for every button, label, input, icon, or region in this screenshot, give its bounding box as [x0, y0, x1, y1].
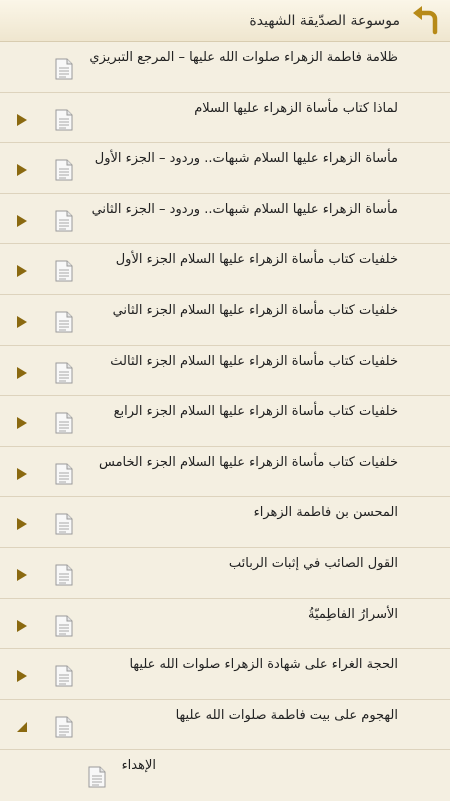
expand-arrow-icon[interactable] — [16, 162, 28, 176]
list-item-label: المحسن بن فاطمة الزهراء — [253, 505, 398, 521]
list-item-label: ظلامة فاطمة الزهراء صلوات الله عليها – المرجع التبريزي — [89, 50, 398, 65]
expand-arrow-icon[interactable] — [16, 618, 28, 632]
expand-arrow-icon[interactable] — [16, 567, 28, 581]
expand-arrow-icon[interactable] — [16, 466, 28, 480]
list-item-label: لماذا كتاب مأساة الزهراء عليها السلام — [194, 100, 398, 116]
expand-arrow-icon[interactable] — [16, 263, 28, 277]
app-header — [0, 0, 450, 42]
list-item[interactable] — [0, 599, 450, 650]
list-item-label: خلفيات كتاب مأساة الزهراء عليها السلام الجزء الرابع — [113, 404, 398, 420]
expand-arrow-icon[interactable] — [16, 213, 28, 227]
list-item-label: خلفيات كتاب مأساة الزهراء عليها السلام الجزء الخامس — [99, 454, 398, 470]
document-icon — [55, 665, 73, 687]
list-item-label: القول الصائب في إثبات الربائب — [228, 555, 398, 571]
list-item[interactable] — [0, 143, 450, 194]
document-icon — [55, 615, 73, 637]
list-item[interactable] — [0, 497, 450, 548]
list-item[interactable] — [0, 548, 450, 599]
sub-list-item-label: الإهداء — [121, 758, 156, 774]
page-title: موسوعة الصدّيقة الشهيدة — [249, 13, 400, 29]
list-item[interactable] — [0, 93, 450, 144]
list-item-label: خلفيات كتاب مأساة الزهراء عليها السلام الجزء الثاني — [112, 302, 398, 318]
document-icon — [55, 412, 73, 434]
document-icon — [55, 311, 73, 333]
expand-arrow-icon[interactable] — [16, 415, 28, 429]
list-item-label: الهجوم على بيت فاطمة صلوات الله عليها — [175, 707, 398, 723]
list-item[interactable] — [0, 396, 450, 447]
document-icon — [55, 159, 73, 181]
document-icon — [55, 109, 73, 131]
list-item[interactable] — [0, 295, 450, 346]
expand-arrow-icon[interactable] — [16, 668, 28, 682]
document-icon — [55, 362, 73, 384]
expand-arrow-icon[interactable] — [16, 365, 28, 379]
expand-arrow-icon[interactable] — [16, 516, 28, 530]
list-item[interactable] — [0, 194, 450, 245]
expanded-arrow-icon[interactable] — [16, 719, 28, 733]
list-item[interactable] — [0, 42, 450, 93]
list-item-label: خلفيات كتاب مأساة الزهراء عليها السلام الجزء الأول — [115, 252, 398, 268]
list-item[interactable] — [0, 346, 450, 397]
document-icon — [55, 513, 73, 535]
document-icon — [55, 260, 73, 282]
document-icon — [88, 766, 106, 788]
list-item[interactable] — [0, 700, 450, 751]
list-item-label: مأساة الزهراء عليها السلام شبهات.. وردود – الجزء الثاني — [91, 201, 398, 217]
document-icon — [55, 564, 73, 586]
list-item[interactable] — [0, 244, 450, 295]
list-item-label: الحجة الغراء على شهادة الزهراء صلوات الله عليها — [129, 657, 398, 673]
back-arrow-icon[interactable] — [410, 5, 442, 37]
content-list — [0, 42, 450, 801]
list-item[interactable] — [0, 447, 450, 498]
document-icon — [55, 716, 73, 738]
expand-arrow-icon[interactable] — [16, 112, 28, 126]
expand-arrow-icon[interactable] — [16, 314, 28, 328]
list-item[interactable] — [0, 649, 450, 700]
document-icon — [55, 210, 73, 232]
document-icon — [55, 463, 73, 485]
sub-list-item[interactable] — [0, 750, 450, 801]
document-icon — [55, 58, 73, 80]
list-item-label: خلفيات كتاب مأساة الزهراء عليها السلام الجزء الثالث — [110, 353, 398, 369]
list-item-label: مأساة الزهراء عليها السلام شبهات.. وردود – الجزء الأول — [94, 151, 398, 167]
list-item-label: الأسرارُ الفاطِميّةُ — [308, 606, 398, 622]
